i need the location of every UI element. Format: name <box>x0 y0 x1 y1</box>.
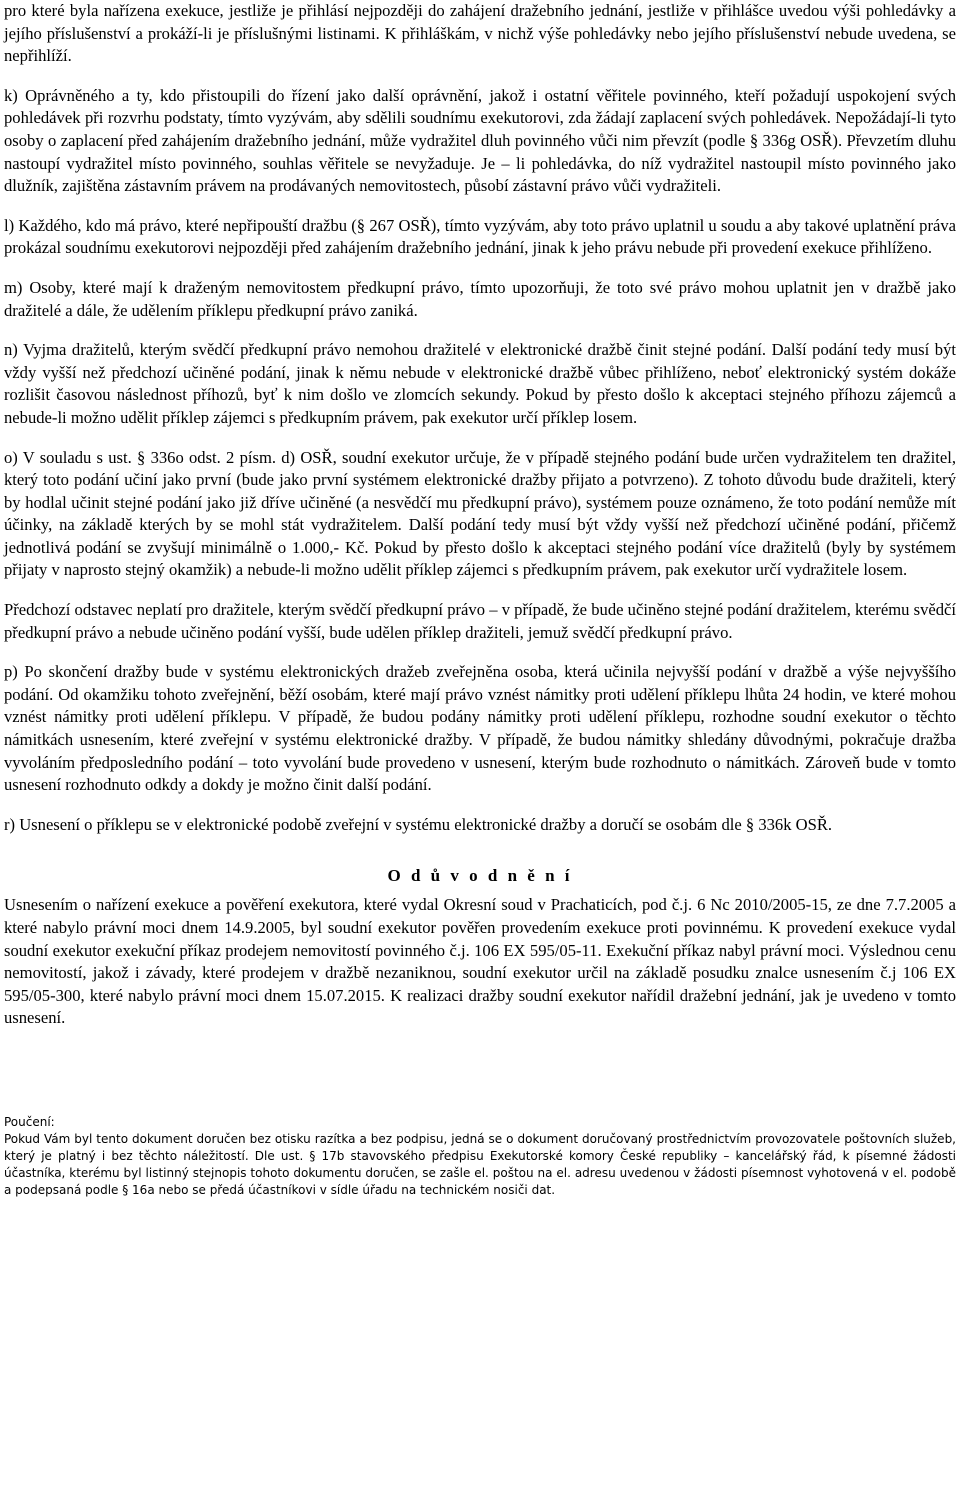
paragraph-m: m) Osoby, které mají k draženým nemovitostem předkupní právo, tímto upozorňuji, že toto své právo mohou uplatnit jen v dražbě jako dražitelé a dále, že udělením příklepu předkupní právo zaniká. <box>4 277 956 320</box>
pouceni-title: Poučení: <box>4 1114 55 1129</box>
pouceni-text: Pokud Vám byl tento dokument doručen bez otisku razítka a bez podpisu, jedná se o dokument doručovaný prostřednictvím provozovatele poštovních služeb, který je platný i bez těchto náležitostí. Dle ust. § 17b stavovského předpisu Exekutorské komory České republiky – kancelářský řád, k písemné žádosti účastníka, kterému byl listinný stejnopis tohoto dokumentu doručen, se zašle el. poštou na el. adresu uvedenou v žádosti písemnost vyhotovená v el. podobě a podepsaná podle § 16a nebo se předá účastníkovi v sídle úřadu na technickém nosiči dat. <box>4 1131 956 1197</box>
paragraph-p: p) Po skončení dražby bude v systému elektronických dražeb zveřejněna osoba, která učinila nejvyšší podání v dražbě a výše nejvyššího podání. Od okamžiku tohoto zveřejnění, běží osobám, které mají právo vznést námitky proti udělení příklepu lhůta 24 hodin, ve které mohou vznést námitky proti udělení příklepu. V případě, že budou podány námitky proti udělení příklepu, rozhodne soudní exekutor o těchto námitkách usnesením, které zveřejní v systému elektronické dražby. V případě, že budou námitky shledány důvodnými, pokračuje dražba vyvoláním předposledního podání – toto vyvolání bude provedeno v usnesení, kterým bude rozhodnuto o námitkách. Zároveň bude v tomto usnesení rozhodnuto odkdy a dokdy je možno činit další podání. <box>4 662 956 795</box>
document-page <box>4 0 956 1199</box>
intro-paragraph: pro které byla nařízena exekuce, jestliže je přihlásí nejpozději do zahájení dražebního jednání, jestliže v přihlášce uvedou výši pohledávky a jejího příslušenství a prokáží-li je příslušnými listinami. K přihláškám, v nichž výše pohledávky nebo jejího příslušenství nebude uvedena, se nepřihlíží. <box>4 1 956 66</box>
paragraph-r: r) Usnesení o příklepu se v elektronické podobě zveřejní v systému elektronické dražby a doručí se osobám dle § 336k OSŘ. <box>4 814 833 834</box>
paragraph-k: k) Oprávněného a ty, kdo přistoupili do řízení jako další oprávnění, jakož i ostatní věřitele povinného, kteří požadují uspokojení svých pohledávek při rozvrhu podstaty, tímto vyzývám, aby sdělili soudnímu exekutorovi, zda žádají zaplacení svých pohledávek. Nepožádají-li tyto osoby o zaplacení před zahájením dražebního jednání, může vydražitel dluh povinného vůči nim převzít (podle § 336g OSŘ). Převzetím dluhu nastoupí vydražitel místo povinného, souhlas věřitele se nevyžaduje. Je – li pohledávka, do níž vydražitel nastoupil místo povinného jako dlužník, zajištěna zástavním právem na prodávaných nemovitostech, působí zástavní právo vůči vydražiteli. <box>4 85 956 196</box>
paragraph-predchozi: Předchozí odstavec neplatí pro dražitele, kterým svědčí předkupní právo – v případě, že bude učiněno stejné podání dražitelem, kterému svědčí předkupní právo a nebude učiněno podání vyšší, bude udělen příklep dražiteli, jemuž svědčí předkupní právo. <box>4 600 956 642</box>
oduvodneni-paragraph: Usnesením o nařízení exekuce a pověření exekutora, které vydal Okresní soud v Prachaticích, pod č.j. 6 Nc 2010/2005-15, ze dne 7.7.2005 a které nabylo právní moci dnem 14.9.2005, byl soudní exekutor pověřen provedením exekuce proti povinnému. K provedení exekuce vydal soudní exekutor exekuční příkaz prodejem nemovitostí povinného č.j. 106 EX 595/05-11. Exekuční příkaz nabyl právní moci. Výslednou cenu nemovitostí, jakož i závady, které prodejem v dražbě nezaniknou, soudní exekutor určil na základě posudku znalce usnesením č.j 106 EX 595/05-300, které nabylo právní moci dnem 15.07.2015. K realizaci dražby soudní exekutor nařídil dražební jednání, jak je uvedeno v tomto usnesení. <box>4 895 956 1028</box>
paragraph-l: l) Každého, kdo má právo, které nepřipouští dražbu (§ 267 OSŘ), tímto vyzývám, aby toto právo uplatnil u soudu a aby takové uplatnění práva prokázal soudnímu exekutorovi nejpozději před zahájením dražebního jednání, jinak k jeho právu nebude při provedení exekuce přihlíženo. <box>4 215 956 258</box>
paragraph-o: o) V souladu s ust. § 336o odst. 2 písm. d) OSŘ, soudní exekutor určuje, že v případě stejného podání bude určen vydražitelem ten dražitel, který toto podání učiní jako první (bude jako první systémem elektronické dražby přijato a potvrzeno). Z tohoto důvodu bude dražiteli, který by hodlal učinit stejné podání jako již dříve učiněné (a nesvědčí mu předkupní právo), systémem pouze oznámeno, že toto podání nemůže mít účinky, na základě kterých by se mohl stát vydražitelem. Další podání tedy musí být vždy vyšší než předchozí učiněné podání, přičemž jednotlivá podání se zvyšují minimálně o 1.000,- Kč. Pokud by přesto došlo k akceptaci stejného podání více dražitelů (byly by systémem přijaty v naprosto stejný okamžik) a nebude-li možno udělit příklep zájemci s předkupním právem, pak exekutor určí vydražitele losem. <box>4 447 956 580</box>
paragraph-n: n) Vyjma dražitelů, kterým svědčí předkupní právo nemohou dražitelé v elektronické dražbě činit stejné podání. Další podání tedy musí být vždy vyšší než předchozí učiněné podání, jinak k němu nebude v elektronické dražbě vůbec přihlíženo, neboť elektronický systém dokáže rozlišit časovou následnost příhozů, byť k nim došlo ve zlomcích sekundy. Pokud by přesto došlo k akceptaci stejného příhozu zájemců a nebude-li možno udělit příklep zájemci s předkupním právem, pak exekutor určí příklep losem. <box>4 340 956 427</box>
section-heading: O d ů v o d n ě n í <box>387 866 573 886</box>
